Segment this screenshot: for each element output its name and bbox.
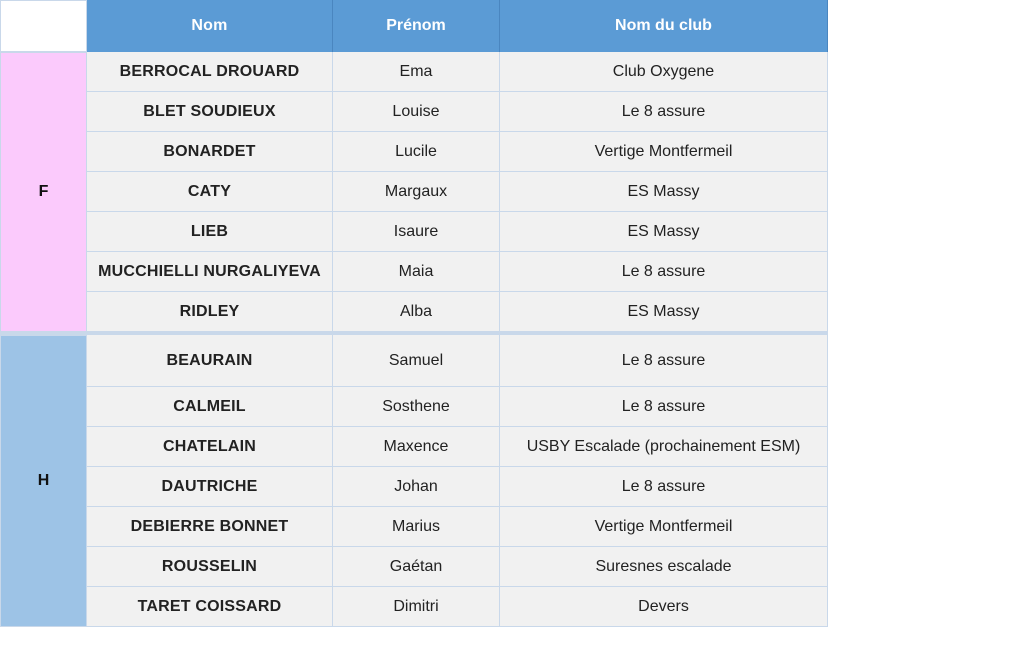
cell-nom[interactable]: BERROCAL DROUARD bbox=[87, 52, 333, 92]
table-row bbox=[87, 427, 828, 467]
cell-prenom[interactable]: Maia bbox=[333, 252, 500, 292]
cell-nom[interactable]: TARET COISSARD bbox=[87, 587, 333, 627]
table-row bbox=[87, 132, 828, 172]
cell-nom[interactable]: BLET SOUDIEUX bbox=[87, 92, 333, 132]
cell-nom[interactable]: MUCCHIELLI NURGALIYEVA bbox=[87, 252, 333, 292]
table-row bbox=[87, 467, 828, 507]
table-row bbox=[87, 52, 828, 92]
table-row bbox=[87, 387, 828, 427]
cell-club[interactable]: USBY Escalade (prochainement ESM) bbox=[500, 427, 828, 467]
cell-nom[interactable]: RIDLEY bbox=[87, 292, 333, 332]
group-f bbox=[0, 52, 828, 332]
header-prenom[interactable]: Prénom bbox=[333, 0, 500, 52]
cell-club[interactable]: ES Massy bbox=[500, 172, 828, 212]
cell-club[interactable]: Le 8 assure bbox=[500, 467, 828, 507]
cell-club[interactable]: Le 8 assure bbox=[500, 252, 828, 292]
cell-prenom[interactable]: Marius bbox=[333, 507, 500, 547]
table-row bbox=[87, 292, 828, 332]
table-row bbox=[87, 92, 828, 132]
table-row bbox=[87, 252, 828, 292]
cell-club[interactable]: Le 8 assure bbox=[500, 92, 828, 132]
cell-prenom[interactable]: Ema bbox=[333, 52, 500, 92]
table-row bbox=[87, 335, 828, 387]
cell-nom[interactable]: BEAURAIN bbox=[87, 335, 333, 387]
cell-club[interactable]: Devers bbox=[500, 587, 828, 627]
table-row bbox=[87, 547, 828, 587]
table-row bbox=[87, 507, 828, 547]
cell-prenom[interactable]: Alba bbox=[333, 292, 500, 332]
cell-club[interactable]: Suresnes escalade bbox=[500, 547, 828, 587]
cell-prenom[interactable]: Lucile bbox=[333, 132, 500, 172]
table-row bbox=[87, 587, 828, 627]
header-nom[interactable]: Nom bbox=[87, 0, 333, 52]
header-club[interactable]: Nom du club bbox=[500, 0, 828, 52]
cell-club[interactable]: ES Massy bbox=[500, 212, 828, 252]
cell-prenom[interactable]: Samuel bbox=[333, 335, 500, 387]
cell-nom[interactable]: ROUSSELIN bbox=[87, 547, 333, 587]
cell-prenom[interactable]: Dimitri bbox=[333, 587, 500, 627]
header-row bbox=[0, 0, 828, 52]
cell-club[interactable]: Vertige Montfermeil bbox=[500, 507, 828, 547]
cell-nom[interactable]: CHATELAIN bbox=[87, 427, 333, 467]
cell-nom[interactable]: BONARDET bbox=[87, 132, 333, 172]
cell-prenom[interactable]: Johan bbox=[333, 467, 500, 507]
cell-club[interactable]: Le 8 assure bbox=[500, 335, 828, 387]
cell-prenom[interactable]: Isaure bbox=[333, 212, 500, 252]
cell-nom[interactable]: LIEB bbox=[87, 212, 333, 252]
group-h bbox=[0, 335, 828, 627]
cell-club[interactable]: Vertige Montfermeil bbox=[500, 132, 828, 172]
cell-prenom[interactable]: Margaux bbox=[333, 172, 500, 212]
cell-nom[interactable]: CALMEIL bbox=[87, 387, 333, 427]
cell-club[interactable]: Le 8 assure bbox=[500, 387, 828, 427]
cell-club[interactable]: Club Oxygene bbox=[500, 52, 828, 92]
group-label-h[interactable]: H bbox=[0, 335, 87, 627]
table-row bbox=[87, 172, 828, 212]
cell-prenom[interactable]: Louise bbox=[333, 92, 500, 132]
cell-nom[interactable]: DEBIERRE BONNET bbox=[87, 507, 333, 547]
cell-nom[interactable]: DAUTRICHE bbox=[87, 467, 333, 507]
cell-club[interactable]: ES Massy bbox=[500, 292, 828, 332]
cell-prenom[interactable]: Gaétan bbox=[333, 547, 500, 587]
table-row bbox=[87, 212, 828, 252]
cell-prenom[interactable]: Maxence bbox=[333, 427, 500, 467]
group-label-f[interactable]: F bbox=[0, 52, 87, 332]
corner-cell bbox=[0, 0, 87, 52]
cell-nom[interactable]: CATY bbox=[87, 172, 333, 212]
cell-prenom[interactable]: Sosthene bbox=[333, 387, 500, 427]
